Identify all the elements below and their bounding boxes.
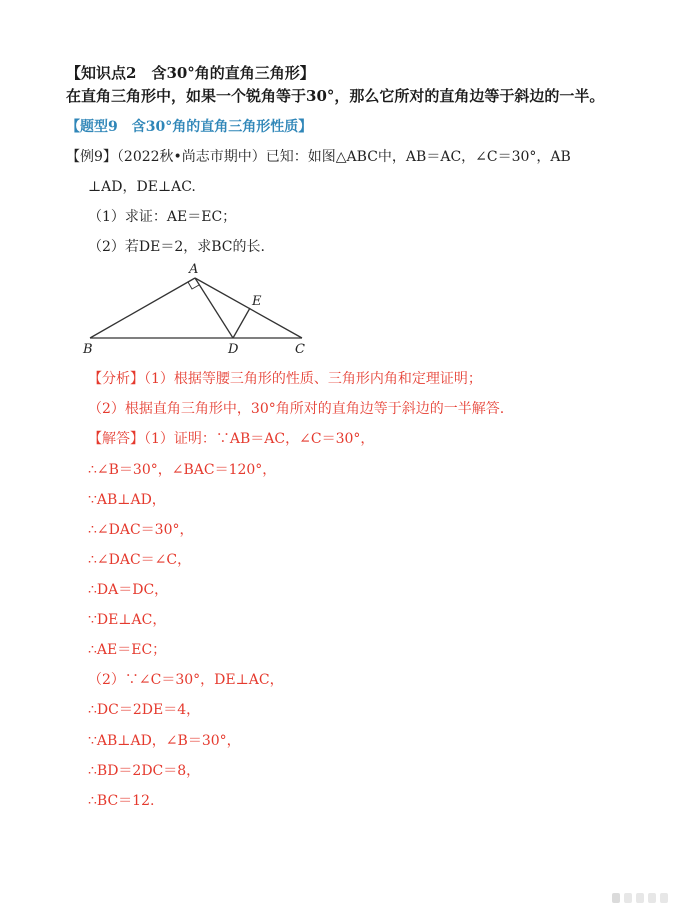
segment-ac [195,278,302,338]
analysis-line-1: 【分析】（1）根据等腰三角形的性质、三角形内角和定理证明； [88,371,482,387]
label-b: B [83,342,93,357]
segment-de [233,308,250,338]
knowledge-point-heading: 【知识点2 含30°角的直角三角形】 [66,64,315,82]
solution-line: ∴∠DAC＝∠C， [88,552,192,568]
label-c: C [295,342,305,357]
right-angle-mark-a [188,282,199,289]
solution-line: 【解答】（1）证明：∵AB＝AC，∠C＝30°， [88,431,375,447]
solution-line: ∴∠B＝30°，∠BAC＝120°， [88,462,277,478]
problem-part-1: （1）求证：AE＝EC； [88,209,237,225]
problem-line-1: 【例9】（2022秋•尚志市期中）已知：如图△ABC中，AB＝AC，∠C＝30°，AB [66,149,571,165]
watermark-logo [612,890,672,906]
analysis-line-2: （2）根据直角三角形中，30°角所对的直角边等于斜边的一半解答. [88,401,505,417]
solution-line: ∴BC＝12. [88,793,155,809]
problem-line-2: ⊥AD，DE⊥AC. [88,179,196,195]
solution-line: ∵DE⊥AC， [88,612,167,628]
topic-heading: 【题型9 含30°角的直角三角形性质】 [66,119,313,135]
solution-line: ∴∠DAC＝30°， [88,522,194,538]
solution-line: （2）∵∠C＝30°，DE⊥AC， [88,672,284,688]
label-a: A [189,262,199,277]
problem-part-2: （2）若DE＝2，求BC的长. [88,239,265,255]
segment-ad [195,278,233,338]
segment-ab [90,278,195,338]
solution-line: ∴AE＝EC； [88,642,167,658]
solution-line: ∵AB⊥AD，∠B＝30°， [88,733,241,749]
solution-line: ∴DC＝2DE＝4， [88,702,201,718]
label-e: E [252,294,262,309]
solution-line: ∴BD＝2DC＝8， [88,763,201,779]
knowledge-statement: 在直角三角形中，如果一个锐角等于30°，那么它所对的直角边等于斜边的一半。 [66,87,605,105]
triangle-diagram [80,258,320,358]
label-d: D [228,342,239,357]
solution-line: ∴DA＝DC， [88,582,169,598]
solution-line: ∵AB⊥AD， [88,492,166,508]
